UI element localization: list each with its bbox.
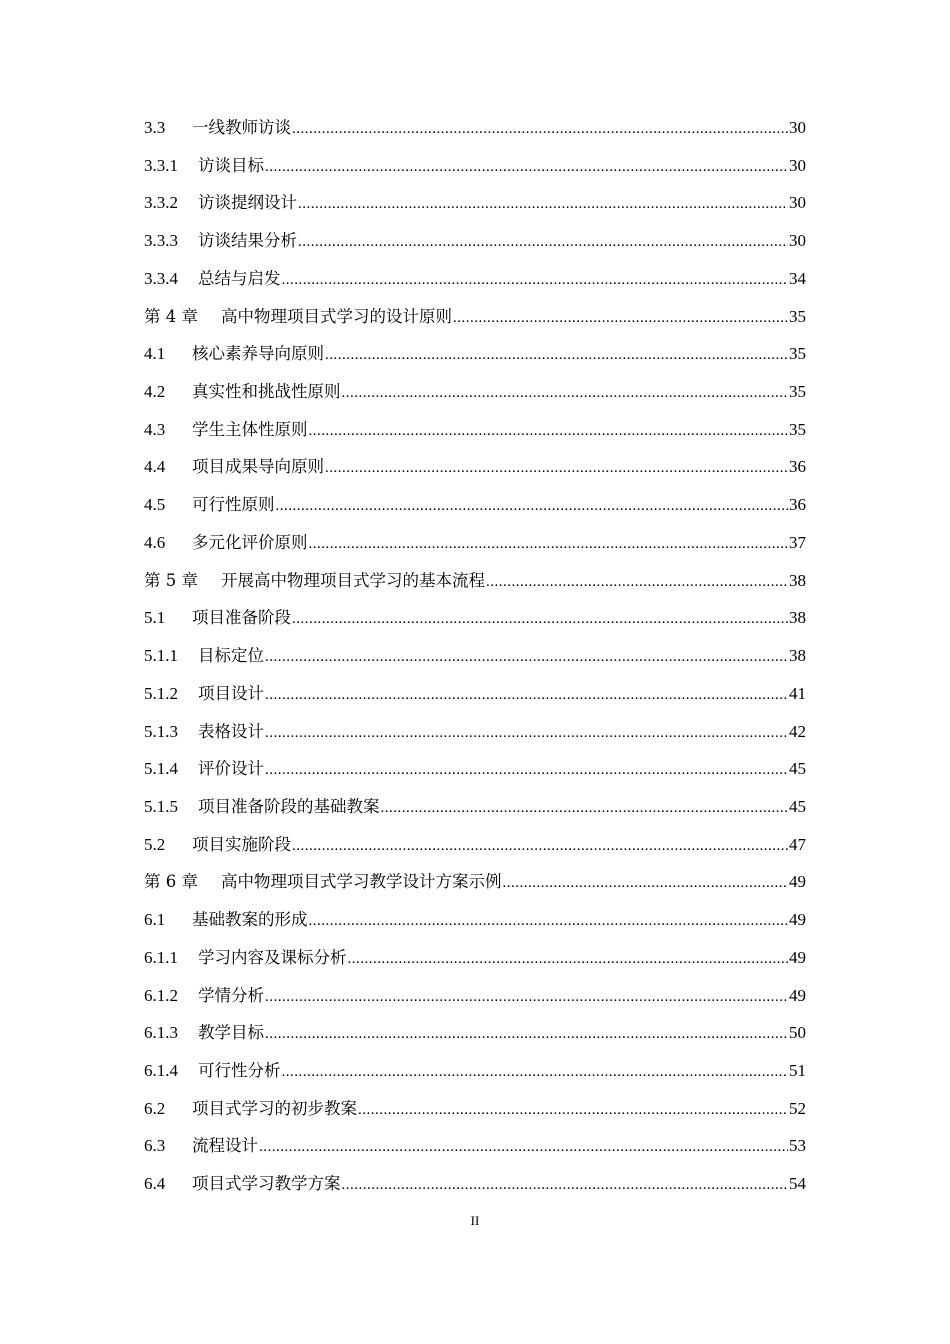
toc-entry[interactable] xyxy=(144,486,806,524)
toc-entry[interactable] xyxy=(144,826,806,864)
dot-leader xyxy=(276,488,789,526)
toc-entry-page: 35 xyxy=(789,419,806,439)
toc-entry-page: 38 xyxy=(789,608,806,628)
toc-entry-title: 项目实施阶段 xyxy=(192,834,291,854)
toc-entry-number: 5.1.2 xyxy=(144,683,178,703)
toc-entry[interactable] xyxy=(144,1014,806,1052)
toc-entry-number: 4.1 xyxy=(144,344,166,364)
toc-entry[interactable] xyxy=(144,411,806,449)
toc-entry-page: 38 xyxy=(789,570,806,590)
toc-entry[interactable] xyxy=(144,147,806,185)
toc-entry-title: 高中物理项目式学习教学设计方案示例 xyxy=(221,872,502,892)
toc-entry-page: 49 xyxy=(789,947,806,967)
toc-entry-page: 49 xyxy=(789,985,806,1005)
toc-entry-title: 目标定位 xyxy=(198,646,264,666)
dot-leader xyxy=(265,149,788,187)
toc-entry-title: 学情分析 xyxy=(198,985,264,1005)
dot-leader xyxy=(309,903,789,941)
toc-entry-page: 30 xyxy=(789,118,806,137)
toc-entry-number: 5.2 xyxy=(144,834,166,854)
toc-entry-title: 访谈提纲设计 xyxy=(198,193,297,213)
toc-entry-page: 45 xyxy=(789,796,806,816)
toc-entry-page: 47 xyxy=(789,834,806,854)
toc-entry[interactable] xyxy=(144,977,806,1015)
toc-entry-number: 5.1 xyxy=(144,608,166,628)
toc-entry-title: 真实性和挑战性原则 xyxy=(192,382,341,402)
toc-entry-number: 6.4 xyxy=(144,1174,166,1194)
toc-entry-title: 项目准备阶段 xyxy=(192,608,291,628)
toc-entry-page: 30 xyxy=(789,155,806,175)
toc-entry-number: 6.3 xyxy=(144,1136,166,1156)
toc-entry-number: 第 5 章 xyxy=(144,570,198,590)
toc-entry-title: 开展高中物理项目式学习的基本流程 xyxy=(221,570,485,590)
toc-entry[interactable] xyxy=(144,298,806,336)
dot-leader xyxy=(298,224,788,262)
dot-leader xyxy=(453,300,788,338)
toc-entry-title: 学生主体性原则 xyxy=(192,419,308,439)
toc-entry-page: 37 xyxy=(789,532,806,552)
toc-entry-page: 51 xyxy=(789,1060,806,1080)
toc-entry[interactable] xyxy=(144,260,806,298)
toc-entry-page: 41 xyxy=(789,683,806,703)
dot-leader xyxy=(292,111,788,149)
toc-entry-page: 42 xyxy=(789,721,806,741)
toc-entry[interactable] xyxy=(144,750,806,788)
toc-entry[interactable] xyxy=(144,901,806,939)
toc-entry-page: 54 xyxy=(789,1174,806,1194)
toc-entry-title: 项目设计 xyxy=(198,683,264,703)
dot-leader xyxy=(265,1016,788,1054)
toc-entry-page: 49 xyxy=(789,872,806,892)
dot-leader xyxy=(282,1054,789,1092)
toc-entry[interactable] xyxy=(144,1165,806,1203)
dot-leader xyxy=(265,752,788,790)
toc-entry-number: 6.1.4 xyxy=(144,1060,178,1080)
toc-entry-page: 35 xyxy=(789,344,806,364)
toc-entry-number: 6.1.1 xyxy=(144,947,178,967)
toc-entry-number: 5.1.1 xyxy=(144,646,178,666)
toc-entry-number: 4.3 xyxy=(144,419,166,439)
toc-entry-page: 35 xyxy=(789,382,806,402)
toc-entry-number: 第 6 章 xyxy=(144,872,198,892)
toc-entry-title: 学习内容及课标分析 xyxy=(198,947,347,967)
dot-leader xyxy=(265,715,788,753)
toc-entry-title: 核心素养导向原则 xyxy=(192,344,324,364)
dot-leader xyxy=(282,262,789,300)
toc-entry[interactable] xyxy=(144,109,806,147)
dot-leader xyxy=(309,413,789,451)
toc-entry-title: 一线教师访谈 xyxy=(192,118,291,137)
toc-entry-page: 36 xyxy=(789,495,806,515)
toc-entry-number: 5.1.3 xyxy=(144,721,178,741)
toc-entry[interactable] xyxy=(144,184,806,222)
toc-entry[interactable] xyxy=(144,675,806,713)
toc-entry-number: 3.3 xyxy=(144,118,166,137)
toc-entry[interactable] xyxy=(144,1127,806,1165)
toc-entry-page: 30 xyxy=(789,193,806,213)
toc-entry-title: 高中物理项目式学习的设计原则 xyxy=(221,306,452,326)
toc-entry-title: 评价设计 xyxy=(198,759,264,779)
dot-leader xyxy=(342,375,789,413)
dot-leader xyxy=(259,1129,788,1167)
toc-entry-number: 5.1.5 xyxy=(144,796,178,816)
toc-entry[interactable] xyxy=(144,939,806,977)
toc-entry[interactable] xyxy=(144,562,806,600)
toc-entry[interactable] xyxy=(144,222,806,260)
toc-entry-page: 53 xyxy=(789,1136,806,1156)
toc-entry-number: 4.6 xyxy=(144,532,166,552)
toc-entry-number: 3.3.1 xyxy=(144,155,178,175)
toc-entry-title: 多元化评价原则 xyxy=(192,532,308,552)
toc-entry-title: 项目式学习的初步教案 xyxy=(192,1098,357,1118)
toc-entry-page: 30 xyxy=(789,231,806,251)
dot-leader xyxy=(265,639,788,677)
toc-entry-number: 4.2 xyxy=(144,382,166,402)
dot-leader xyxy=(298,186,788,224)
toc-entry-number: 第 4 章 xyxy=(144,306,198,326)
toc-entry-title: 访谈结果分析 xyxy=(198,231,297,251)
toc-entry[interactable] xyxy=(144,373,806,411)
dot-leader xyxy=(325,337,788,375)
toc-entry-page: 45 xyxy=(789,759,806,779)
dot-leader xyxy=(503,865,789,903)
dot-leader xyxy=(381,790,789,828)
dot-leader xyxy=(348,941,789,979)
table-of-contents xyxy=(144,109,806,1203)
toc-entry[interactable] xyxy=(144,788,806,826)
toc-entry-title: 教学目标 xyxy=(198,1023,264,1043)
dot-leader xyxy=(265,677,788,715)
toc-entry-title: 项目成果导向原则 xyxy=(192,457,324,477)
page-number-footer: II xyxy=(470,1213,480,1228)
toc-entry-title: 项目式学习教学方案 xyxy=(192,1174,341,1194)
toc-entry-page: 49 xyxy=(789,910,806,930)
dot-leader xyxy=(342,1167,789,1205)
toc-entry-number: 5.1.4 xyxy=(144,759,178,779)
dot-leader xyxy=(292,601,788,639)
toc-entry[interactable] xyxy=(144,448,806,486)
toc-entry[interactable] xyxy=(144,599,806,637)
toc-entry[interactable] xyxy=(144,1052,806,1090)
toc-entry-title: 流程设计 xyxy=(192,1136,258,1156)
toc-entry[interactable] xyxy=(144,335,806,373)
toc-entry-number: 6.1.3 xyxy=(144,1023,178,1043)
toc-entry[interactable] xyxy=(144,524,806,562)
toc-entry-page: 34 xyxy=(789,268,806,288)
dot-leader xyxy=(292,828,788,866)
dot-leader xyxy=(358,1092,788,1130)
toc-entry-title: 访谈目标 xyxy=(198,155,264,175)
toc-entry-page: 52 xyxy=(789,1098,806,1118)
toc-entry[interactable] xyxy=(144,863,806,901)
toc-entry-number: 3.3.3 xyxy=(144,231,178,251)
toc-entry-number: 3.3.4 xyxy=(144,268,178,288)
toc-entry[interactable] xyxy=(144,713,806,751)
toc-entry-title: 总结与启发 xyxy=(198,268,281,288)
toc-entry[interactable] xyxy=(144,1090,806,1128)
toc-entry-page: 35 xyxy=(789,306,806,326)
dot-leader xyxy=(325,450,788,488)
toc-entry-number: 4.4 xyxy=(144,457,166,477)
toc-entry-page: 38 xyxy=(789,646,806,666)
dot-leader xyxy=(486,564,788,602)
toc-entry-title: 可行性原则 xyxy=(192,495,275,515)
toc-entry-title: 基础教案的形成 xyxy=(192,910,308,930)
toc-entry-title: 项目准备阶段的基础教案 xyxy=(198,796,380,816)
dot-leader xyxy=(309,526,789,564)
toc-entry-number: 3.3.2 xyxy=(144,193,178,213)
dot-leader xyxy=(265,979,788,1017)
toc-entry-number: 4.5 xyxy=(144,495,166,515)
toc-entry-page: 36 xyxy=(789,457,806,477)
toc-entry-number: 6.1 xyxy=(144,910,166,930)
toc-entry-page: 50 xyxy=(789,1023,806,1043)
toc-entry-number: 6.1.2 xyxy=(144,985,178,1005)
toc-entry[interactable] xyxy=(144,637,806,675)
toc-entry-title: 可行性分析 xyxy=(198,1060,281,1080)
toc-entry-title: 表格设计 xyxy=(198,721,264,741)
toc-entry-number: 6.2 xyxy=(144,1098,166,1118)
